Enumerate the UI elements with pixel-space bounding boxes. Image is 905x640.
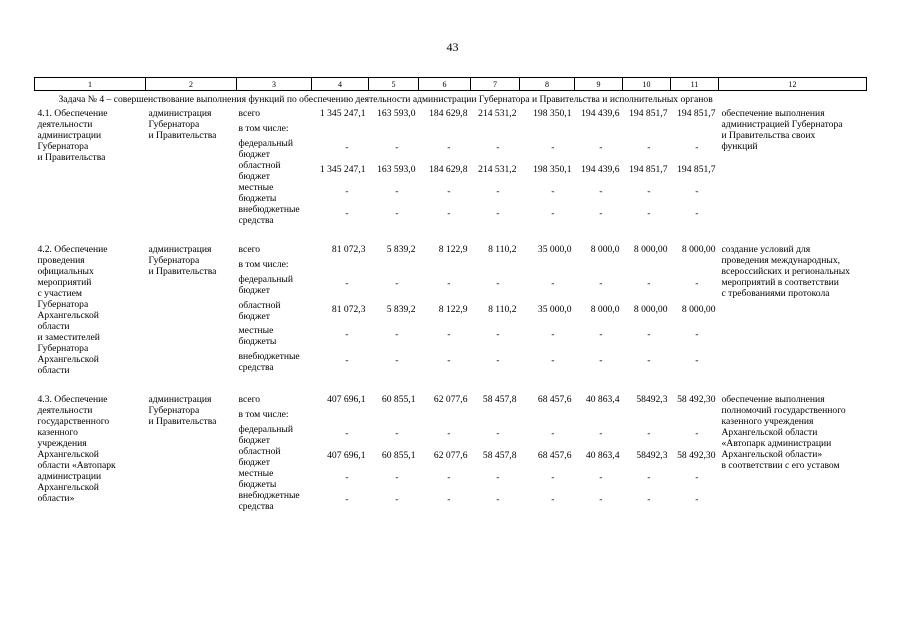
column-number: 9 [575,78,623,91]
column-number: 7 [471,78,520,91]
amount-cell: - [345,278,349,289]
funding-source-line: бюджет [238,457,270,468]
amount-cell: - [599,329,603,340]
amount-cell: 62 077,6 [433,450,468,461]
amount-cell: - [447,208,451,219]
funding-source-line: всего [238,244,261,255]
data-row [35,108,867,123]
amount-cell: 8 122,9 [438,244,468,255]
amount-cell: 58492,3 [636,394,668,405]
funding-source-line: бюджеты [238,479,277,490]
amount-cell: - [695,354,699,366]
amount-cell: 8 000,00 [633,303,668,315]
funding-source [237,259,312,274]
executor-line: и Правительства [148,266,217,277]
amount-cell: - [551,278,555,289]
amount-cell: 198 350,1 [533,164,572,175]
amount-cell: 194 439,6 [581,108,620,119]
funding-source-line: средства [238,215,274,226]
spacer-cell [35,226,867,244]
amount-cell: - [395,354,399,366]
expected-result-line: и Правительства своих [721,130,816,141]
funding-source-line: всего [238,394,261,405]
amount-cell: - [345,186,349,197]
amount-cell: - [496,208,500,219]
amount-cell: - [395,278,399,289]
amount-cell [671,409,719,424]
funding-source [237,468,312,490]
amount-cell: - [395,494,399,505]
amount-cell: - [395,472,399,483]
amount-cell: 214 531,2 [478,108,517,119]
amount-cell: 8 000,0 [590,303,620,315]
amount-cell: - [447,472,451,483]
amount-cell: - [551,208,555,219]
amount-cell: - [496,278,500,289]
activity-name-line: учреждения [37,438,87,449]
amount-cell: - [345,329,349,340]
amount-cell: - [345,472,349,483]
expected-result-line: всероссийских и региональных [721,266,850,277]
activity-name-line: Архангельской [37,482,99,493]
amount-cell: 194 851,7 [677,108,716,119]
funding-source [237,325,312,351]
expected-result-line: обеспечение выполнения [721,108,825,119]
amount-cell: - [551,494,555,505]
funding-source [237,160,312,182]
amount-cell: - [599,208,603,219]
amount-cell: 184 629,8 [429,164,468,175]
funding-source [237,394,312,409]
amount-cell: 163 593,0 [377,164,416,175]
column-number: 12 [719,78,867,91]
amount-cell: - [551,329,555,340]
amount-cell: 1 345 247,1 [319,108,366,119]
amount-cell: 407 696,1 [327,394,366,405]
amount-cell [623,259,671,274]
activity-name-line: Губернатора [37,141,89,152]
amount-cell: - [551,186,555,197]
amount-cell: - [345,428,349,439]
amount-cell: - [551,354,555,366]
expected-result-line: администрацией Губернатора [721,119,843,130]
amount-cell [471,409,520,424]
amount-cell: - [395,428,399,439]
funding-source-line: средства [238,501,274,512]
activity-name-line: области «Автопарк [37,460,116,471]
amount-cell: 8 000,00 [681,303,716,315]
activity-name-line: администрации [37,471,102,482]
page-number: 43 [446,40,459,54]
amount-cell: - [599,354,603,366]
column-number: 3 [237,78,312,91]
amount-cell: 58 492,30 [677,450,716,461]
amount-cell: - [551,428,555,439]
amount-cell: - [647,278,651,289]
executor-line: администрация [148,394,212,405]
amount-cell [419,409,471,424]
amount-cell [369,409,419,424]
funding-source-line: бюджет [238,149,270,160]
funding-source [237,244,312,259]
expected-result [719,394,867,512]
activity-name-line: администрации [37,130,102,141]
amount-cell: - [647,428,651,439]
funding-source-line: в том числе: [238,123,289,134]
amount-cell: 8 000,00 [633,244,668,255]
amount-cell: 8 110,2 [488,244,517,255]
amount-cell: - [647,186,651,197]
funding-source [237,138,312,160]
funding-source [237,409,312,424]
executor-line: администрация [148,108,212,119]
amount-cell: - [599,472,603,483]
amount-cell: 58492,3 [636,450,668,461]
amount-cell: - [551,472,555,483]
funding-source-line: областной [238,299,281,311]
amount-cell [520,259,575,274]
amount-cell: 60 855,1 [381,450,416,461]
amount-cell [312,259,369,274]
amount-cell: - [647,142,651,153]
column-number: 8 [520,78,575,91]
activity-name-line: мероприятий [37,277,92,288]
task-row [35,91,867,109]
funding-source-line: средства [238,361,274,373]
funding-source-line: местные [238,182,274,193]
data-row [35,394,867,409]
amount-cell: - [695,278,699,289]
amount-cell: 194 851,7 [629,164,668,175]
amount-cell [419,259,471,274]
amount-cell: 8 000,0 [590,244,620,255]
amount-cell [623,123,671,138]
executor [146,244,237,376]
funding-source [237,446,312,468]
executor-line: администрация [148,244,212,255]
funding-source-line: федеральный [238,274,294,285]
funding-source-line: всего [238,108,261,119]
expected-result [719,244,867,376]
amount-cell: - [345,494,349,505]
group-spacer [35,376,867,394]
amount-cell: - [551,142,555,153]
activity-name-line: с участием [37,288,82,299]
amount-cell: - [447,186,451,197]
amount-cell: 214 531,2 [478,164,517,175]
expected-result-line: функций [721,141,758,152]
amount-cell: 58 492,30 [677,394,716,405]
amount-cell: 184 629,8 [429,108,468,119]
amount-cell [623,409,671,424]
amount-cell [671,259,719,274]
funding-source [237,123,312,138]
expected-result-line: создание условий для [721,244,811,255]
funding-source-line: в том числе: [238,259,289,270]
funding-source [237,490,312,512]
executor-line: Губернатора [148,405,200,416]
column-number: 5 [369,78,419,91]
activity-name-line: казенного [37,427,78,438]
amount-cell: 8 122,9 [438,303,468,315]
amount-cell: - [695,186,699,197]
executor-line: Губернатора [148,119,200,130]
amount-cell [312,409,369,424]
amount-cell: - [395,142,399,153]
activity-name-line: области» [37,493,75,504]
amount-cell: 62 077,6 [433,394,468,405]
amount-cell: 194 851,7 [629,108,668,119]
funding-source-line: бюджеты [238,193,277,204]
amount-cell: 60 855,1 [381,394,416,405]
activity-name [35,108,146,226]
group-spacer [35,226,867,244]
expected-result-line: Архангельской области» [721,449,823,460]
expected-result-line: проведения международных, [721,255,841,266]
amount-cell [471,123,520,138]
amount-cell [575,409,623,424]
activity-name-line: Губернатора [37,343,89,354]
funding-source-line: местные [238,325,274,336]
amount-cell: 163 593,0 [377,108,416,119]
column-number: 2 [146,78,237,91]
amount-cell [419,123,471,138]
funding-source-line: федеральный [238,138,294,149]
activity-name-line: и заместителей [37,332,100,343]
amount-cell: - [496,472,500,483]
funding-source [237,108,312,123]
amount-cell: - [345,354,349,366]
expected-result [719,108,867,226]
amount-cell [369,259,419,274]
amount-cell: - [599,278,603,289]
funding-source-line: бюджеты [238,336,277,347]
amount-cell: - [345,208,349,219]
activity-name-line: проведения [37,255,85,266]
funding-source [237,300,312,326]
amount-cell: 40 863,4 [585,394,620,405]
amount-cell: - [496,142,500,153]
amount-cell: - [695,329,699,340]
expected-result-line: полномочий государственного [721,405,846,416]
activity-name-line: деятельности [37,119,93,130]
amount-cell: 8 000,00 [681,244,716,255]
activity-name-line: Архангельской [37,310,99,321]
expected-result-line: «Автопарк администрации [721,438,832,449]
activity-name-line: области [37,321,70,332]
amount-cell: - [599,428,603,439]
amount-cell [575,259,623,274]
funding-source-line: федеральный [238,424,294,435]
amount-cell: - [647,208,651,219]
program-table [34,77,866,512]
amount-cell: - [447,142,451,153]
activity-name-line: области [37,365,70,376]
amount-cell: 194 439,6 [581,164,620,175]
funding-source [237,274,312,300]
amount-cell: 81 072,3 [331,303,366,315]
expected-result-line: казенного учреждения [721,416,814,427]
expected-result-line: в соответствии с его уставом [721,460,840,471]
amount-cell: - [647,329,651,340]
activity-name-line: 4.2. Обеспечение [37,244,108,255]
amount-cell: 35 000,0 [537,303,572,315]
funding-source-line: областной [238,160,281,171]
amount-cell: - [695,142,699,153]
column-number: 6 [419,78,471,91]
activity-name-line: Губернатора [37,299,89,310]
amount-cell: 68 457,6 [537,394,572,405]
amount-cell [520,409,575,424]
activity-name-line: государственного [37,416,110,427]
expected-result-line: мероприятий в соответствии [721,277,839,288]
amount-cell: - [599,142,603,153]
amount-cell: - [695,472,699,483]
funding-source-line: внебюджетные [238,204,300,215]
executor [146,108,237,226]
column-number: 1 [35,78,146,91]
amount-cell: - [447,278,451,289]
column-number: 4 [312,78,369,91]
activity-name-line: Архангельской [37,354,99,365]
amount-cell: - [695,428,699,439]
column-number: 10 [623,78,671,91]
activity-name-line: и Правительства [37,152,106,163]
executor-line: и Правительства [148,130,217,141]
activity-name-line: 4.3. Обеспечение [37,394,108,405]
amount-cell: 1 345 247,1 [319,164,366,175]
amount-cell: 5 839,2 [386,303,416,315]
amount-cell: - [695,208,699,219]
amount-cell [671,123,719,138]
amount-cell [369,123,419,138]
amount-cell: - [647,354,651,366]
amount-cell: - [599,494,603,505]
amount-cell: - [496,354,500,366]
expected-result-line: обеспечение выполнения [721,394,825,405]
amount-cell: - [395,329,399,340]
funding-source-line: внебюджетные [238,350,300,362]
amount-cell [471,259,520,274]
amount-cell: - [447,494,451,505]
amount-cell: 35 000,0 [537,244,572,255]
amount-cell: - [496,494,500,505]
amount-cell: - [447,428,451,439]
activity-name [35,394,146,512]
data-row [35,244,867,259]
amount-cell [520,123,575,138]
funding-source [237,182,312,204]
funding-source [237,424,312,446]
amount-cell: - [647,472,651,483]
amount-cell [575,123,623,138]
funding-source-line: бюджет [238,435,270,446]
amount-cell: - [447,329,451,340]
funding-source [237,204,312,226]
spacer-cell [35,376,867,394]
funding-source-line: бюджет [238,310,270,322]
amount-cell: - [599,186,603,197]
amount-cell: 81 072,3 [331,244,366,255]
amount-cell: - [345,142,349,153]
amount-cell: 40 863,4 [585,450,620,461]
funding-source-line: областной [238,446,281,457]
amount-cell: 58 457,8 [482,450,517,461]
amount-cell: - [395,186,399,197]
funding-source-line: бюджет [238,171,270,182]
executor [146,394,237,512]
funding-source-line: местные [238,468,274,479]
amount-cell: 407 696,1 [327,450,366,461]
amount-cell: - [496,329,500,340]
amount-cell: - [447,354,451,366]
amount-cell: - [496,428,500,439]
activity-name-line: деятельности [37,405,93,416]
activity-name-line: Архангельской [37,449,99,460]
expected-result-line: с требованиями протокола [721,288,830,299]
task-title: Задача № 4 – совершенствование выполнения функций по обеспечению деятельности администрации Губернатора и Правительства и исполнительных органов [58,94,713,105]
expected-result-line: Архангельской области [721,427,818,438]
amount-cell [312,123,369,138]
activity-name-line: официальных [37,266,94,277]
amount-cell: 194 851,7 [677,164,716,175]
amount-cell: 8 110,2 [488,303,517,315]
funding-source-line: бюджет [238,285,270,296]
funding-source-line: в том числе: [238,409,289,420]
executor-line: Губернатора [148,255,200,266]
funding-source [237,351,312,377]
amount-cell: 58 457,8 [482,394,517,405]
column-number: 11 [671,78,719,91]
activity-name [35,244,146,376]
activity-name-line: 4.1. Обеспечение [37,108,108,119]
amount-cell: - [695,494,699,505]
amount-cell: - [496,186,500,197]
funding-source-line: внебюджетные [238,490,300,501]
amount-cell: - [647,494,651,505]
amount-cell: - [395,208,399,219]
amount-cell: 198 350,1 [533,108,572,119]
amount-cell: 5 839,2 [386,244,416,255]
executor-line: и Правительства [148,416,217,427]
amount-cell: 68 457,6 [537,450,572,461]
column-number-row [35,78,867,91]
